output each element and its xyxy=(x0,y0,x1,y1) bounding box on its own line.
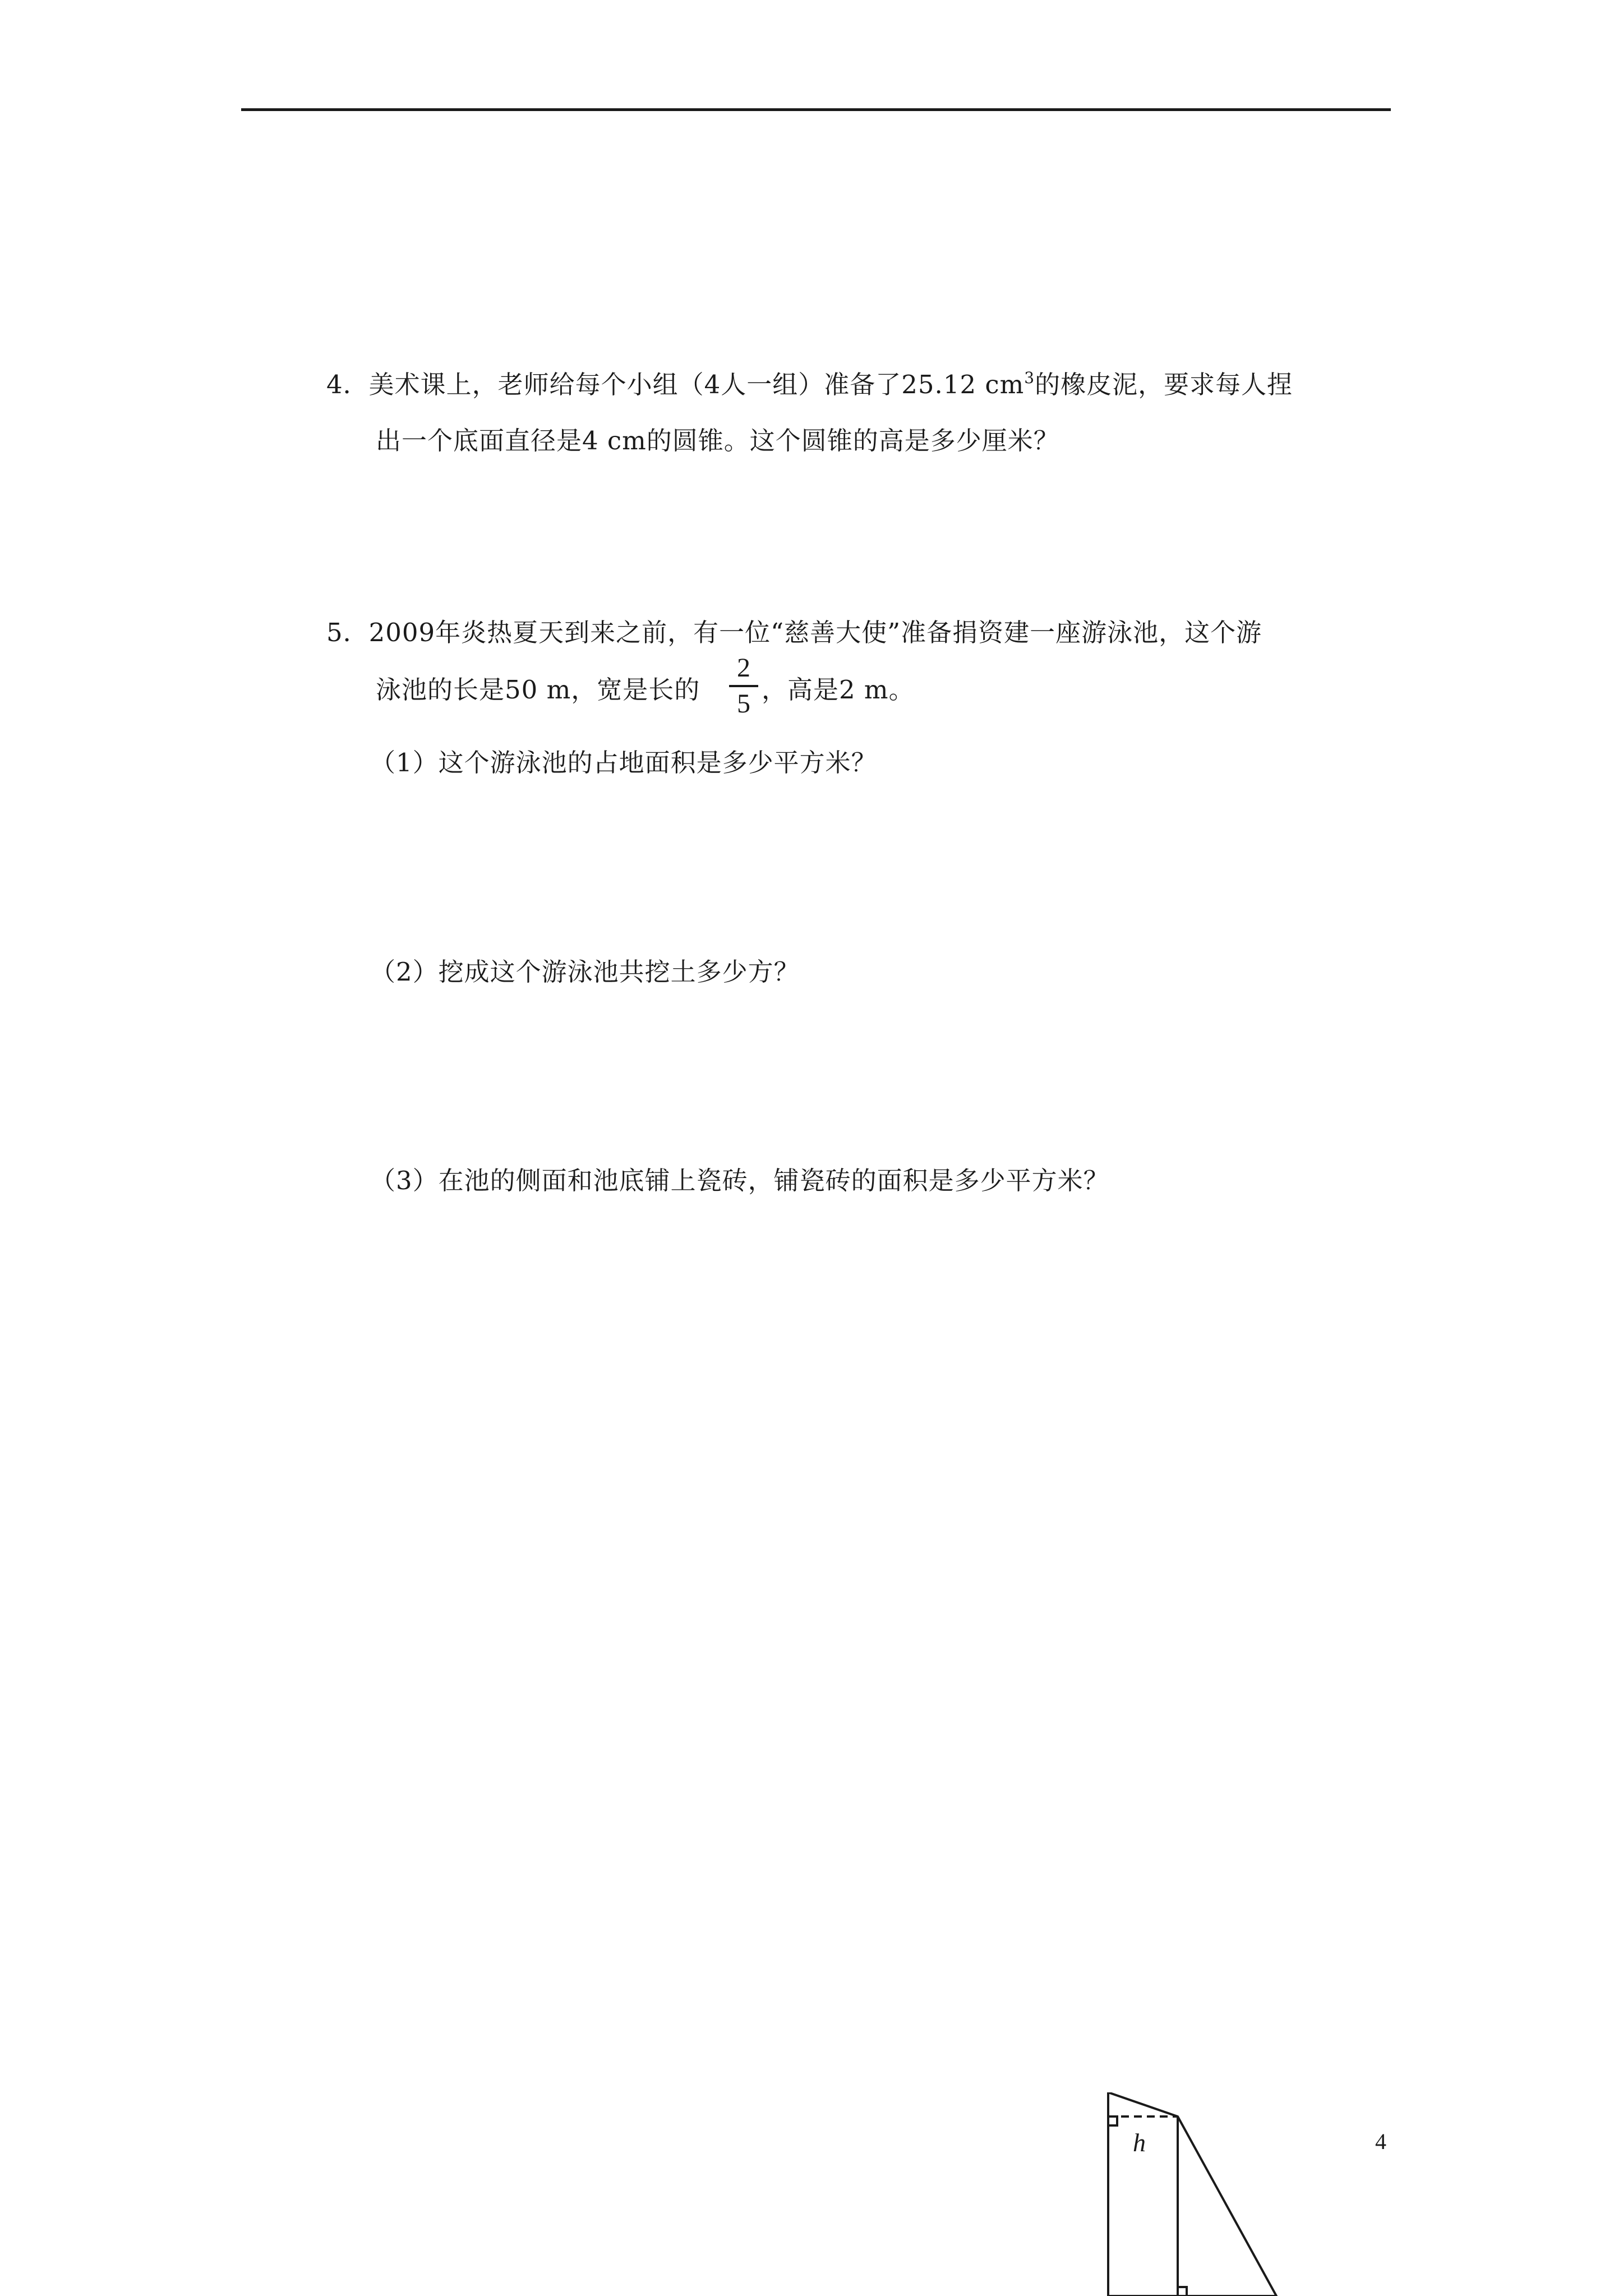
header-rule xyxy=(241,108,1391,111)
right-angle-marker-bottom xyxy=(1178,2287,1187,2296)
question-4-line-2: 出一个底面直径是4 cm的圆锥。这个圆锥的高是多少厘米？ xyxy=(376,426,1059,455)
height-label: h xyxy=(1133,2128,1146,2157)
trapezoid-outline xyxy=(1108,2092,1276,2296)
page-number: 4 xyxy=(1375,2129,1386,2154)
superscript-3: 3 xyxy=(1024,369,1035,387)
question-4-text-b: 的橡皮泥，要求每人捏 xyxy=(1035,370,1293,399)
question-5-sub-2: （2）挖成这个游泳池共挖土多少方？ xyxy=(370,957,800,987)
fraction-denominator: 5 xyxy=(737,689,750,719)
question-4-line-1 xyxy=(326,368,1293,402)
question-5-line-2a: 泳池的长是50 m，宽是长的 xyxy=(376,675,700,705)
question-5-sub-3: （3）在池的侧面和池底铺上瓷砖，铺瓷砖的面积是多少平方米？ xyxy=(370,1166,1109,1195)
question-5-line-1: 5．2009年炎热夏天到来之前，有一位“慈善大使”准备捐资建一座游泳池，这个游 xyxy=(326,618,1262,647)
trapezoid-figure xyxy=(1099,2092,1290,2296)
fraction-numerator: 2 xyxy=(737,653,750,683)
question-5-sub-1: （1）这个游泳池的占地面积是多少平方米？ xyxy=(370,748,877,777)
question-4-text-a: 4．美术课上，老师给每个小组（4人一组）准备了25.12 cm xyxy=(326,370,1025,399)
right-angle-marker-top xyxy=(1108,2116,1117,2125)
fraction-bar xyxy=(729,685,758,687)
question-5-line-2b: ，高是2 m。 xyxy=(762,675,915,705)
fraction-two-fifths xyxy=(729,652,758,720)
